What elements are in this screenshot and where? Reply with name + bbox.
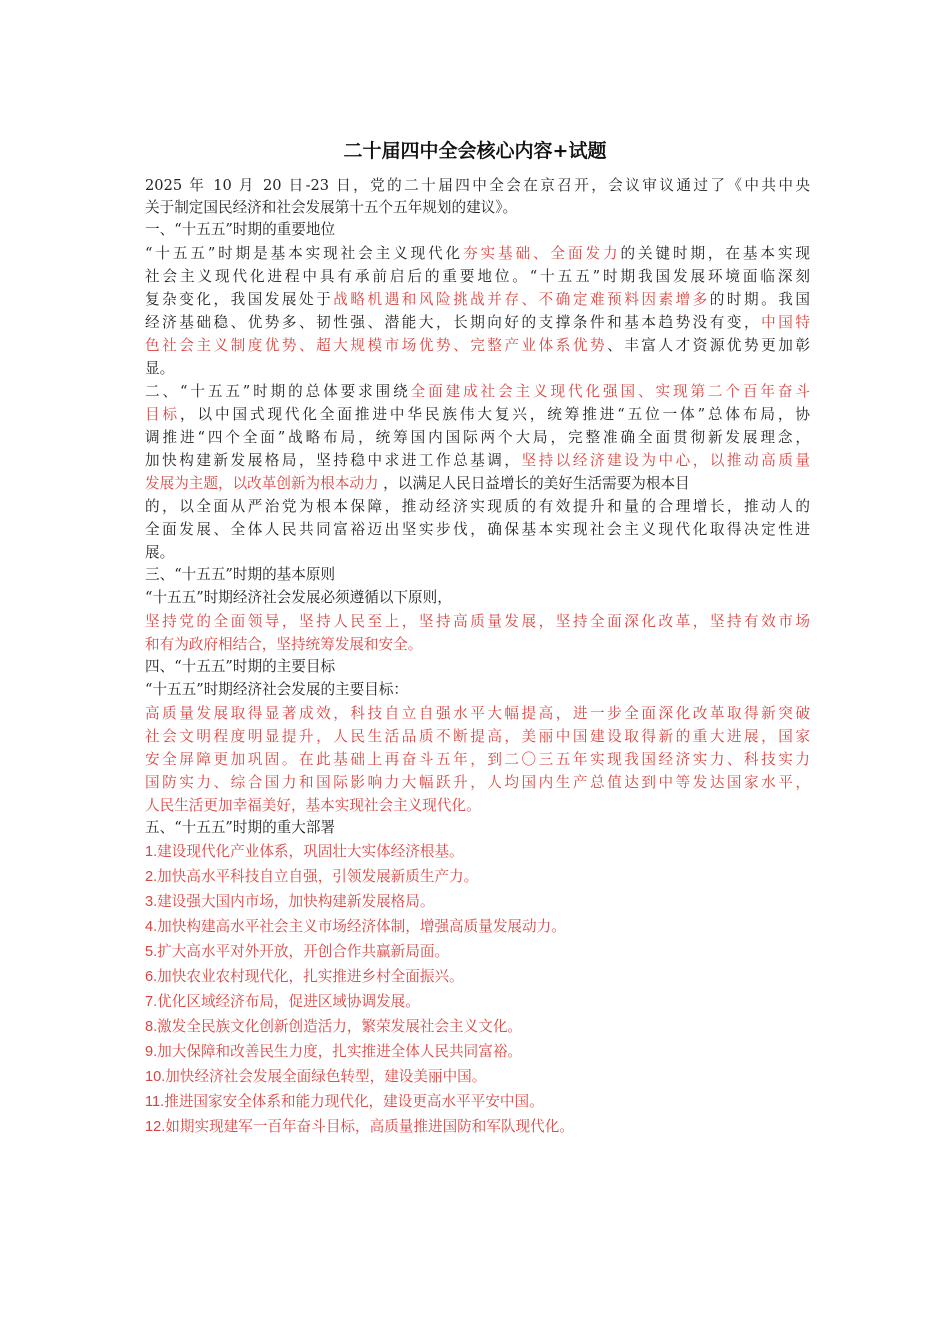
deployment-item: 4.加快构建高水平社会主义市场经济体制，增强高质量发展动力。 (145, 918, 566, 935)
sec1-line-3: 复杂变化，我国发展处于战略机遇和风险挑战并存、不确定难预料因素增多的时期。我国 (145, 291, 810, 308)
sec2-line-8: 展。 (145, 544, 175, 561)
deployment-item: 1.建设现代化产业体系，巩固壮大实体经济根基。 (145, 843, 464, 860)
sec3-line-1: 坚持党的全面领导，坚持人民至上，坚持高质量发展，坚持全面深化改革，坚持有效市场 (145, 613, 810, 630)
deployment-item: 6.加快农业农村现代化，扎实推进乡村全面振兴。 (145, 968, 464, 985)
section-4-intro: “十五五”时期经济社会发展的主要目标： (145, 681, 409, 698)
sec2-line-2: 目标，以中国式现代化全面推进中华民族伟大复兴，统筹推进“五位一体”总体布局，协 (145, 406, 810, 423)
sec1-line-5: 色社会主义制度优势、超大规模市场优势、完整产业体系优势、丰富人才资源优势更加彰 (145, 337, 810, 354)
intro-line-2: 关于制定国民经济和社会发展第十五个五年规划的建议》。 (145, 199, 518, 216)
sec2-line-4: 加快构建新发展格局，坚持稳中求进工作总基调，坚持以经济建设为中心，以推动高质量 (145, 452, 810, 469)
section-5-heading: 五、“十五五”时期的重大部署 (145, 819, 336, 836)
sec4-line-3: 安全屏障更加巩固。在此基础上再奋斗五年，到二〇三五年实现我国经济实力、科技实力 (145, 751, 810, 768)
section-3-heading: 三、“十五五”时期的基本原则 (145, 566, 336, 583)
deployment-item: 3.建设强大国内市场，加快构建新发展格局。 (145, 893, 435, 910)
deployment-item: 2.加快高水平科技自立自强，引领发展新质生产力。 (145, 868, 479, 885)
sec1-line-1: “十五五”时期是基本实现社会主义现代化夯实基础、全面发力的关键时期，在基本实现 (145, 245, 810, 262)
sec4-line-1: 高质量发展取得显著成效，科技自立自强水平大幅提高，进一步全面深化改革取得新突破 (145, 705, 810, 722)
deployment-item: 10.加快经济社会发展全面绿色转型，建设美丽中国。 (145, 1068, 487, 1085)
deployment-item: 11.推进国家安全体系和能力现代化，建设更高水平平安中国。 (145, 1093, 544, 1110)
sec2-line-6: 的，以全面从严治党为根本保障，推动经济实现质的有效提升和量的合理增长，推动人的 (145, 498, 810, 515)
sec1-line-4: 经济基础稳、优势多、韧性强、潜能大，长期向好的支撑条件和基本趋势没有变，中国特 (145, 314, 810, 331)
section-3-intro: “十五五”时期经济社会发展必须遵循以下原则， (145, 589, 452, 606)
sec2-line-1: 二、“十五五”时期的总体要求围绕全面建成社会主义现代化强国、实现第二个百年奋斗 (145, 383, 810, 400)
sec3-line-2: 和有为政府相结合，坚持统筹发展和安全。 (145, 636, 423, 653)
sec2-line-3: 调推进“四个全面”战略布局，统筹国内国际两个大局，完整准确全面贯彻新发展理念， (145, 429, 810, 446)
section-4-heading: 四、“十五五”时期的主要目标 (145, 658, 336, 675)
deployment-item: 8.激发全民族文化创新创造活力，繁荣发展社会主义文化。 (145, 1018, 523, 1035)
sec1-line-6: 显。 (145, 360, 175, 377)
sec4-line-2: 社会文明程度明显提升，人民生活品质不断提高，美丽中国建设取得新的重大进展，国家 (145, 728, 810, 745)
intro-line-1: 2025 年 10 月 20 日-23 日，党的二十届四中全会在京召开，会议审议通过了《中共中央 (145, 177, 810, 194)
sec4-line-5: 人民生活更加幸福美好，基本实现社会主义现代化。 (145, 797, 481, 814)
sec2-line-5: 发展为主题，以改革创新为根本动力 ，以满足人民日益增长的美好生活需要为根本目 (145, 475, 690, 492)
deployment-item: 5.扩大高水平对外开放，开创合作共赢新局面。 (145, 943, 450, 960)
page-title: 二十届四中全会核心内容+试题 (343, 140, 607, 162)
deployment-item: 7.优化区域经济布局，促进区域协调发展。 (145, 993, 420, 1010)
sec1-line-2: 社会主义现代化进程中具有承前启后的重要地位。“十五五”时期我国发展环境面临深刻 (145, 268, 810, 285)
sec4-line-4: 国防实力、综合国力和国际影响力大幅跃升，人均国内生产总值达到中等发达国家水平， (145, 774, 810, 791)
deployment-item: 9.加大保障和改善民生力度，扎实推进全体人民共同富裕。 (145, 1043, 523, 1060)
section-1-heading: 一、“十五五”时期的重要地位 (145, 221, 336, 238)
sec2-line-7: 全面发展、全体人民共同富裕迈出坚实步伐，确保基本实现社会主义现代化取得决定性进 (145, 521, 810, 538)
deployment-item: 12.如期实现建军一百年奋斗目标，高质量推进国防和军队现代化。 (145, 1118, 574, 1135)
